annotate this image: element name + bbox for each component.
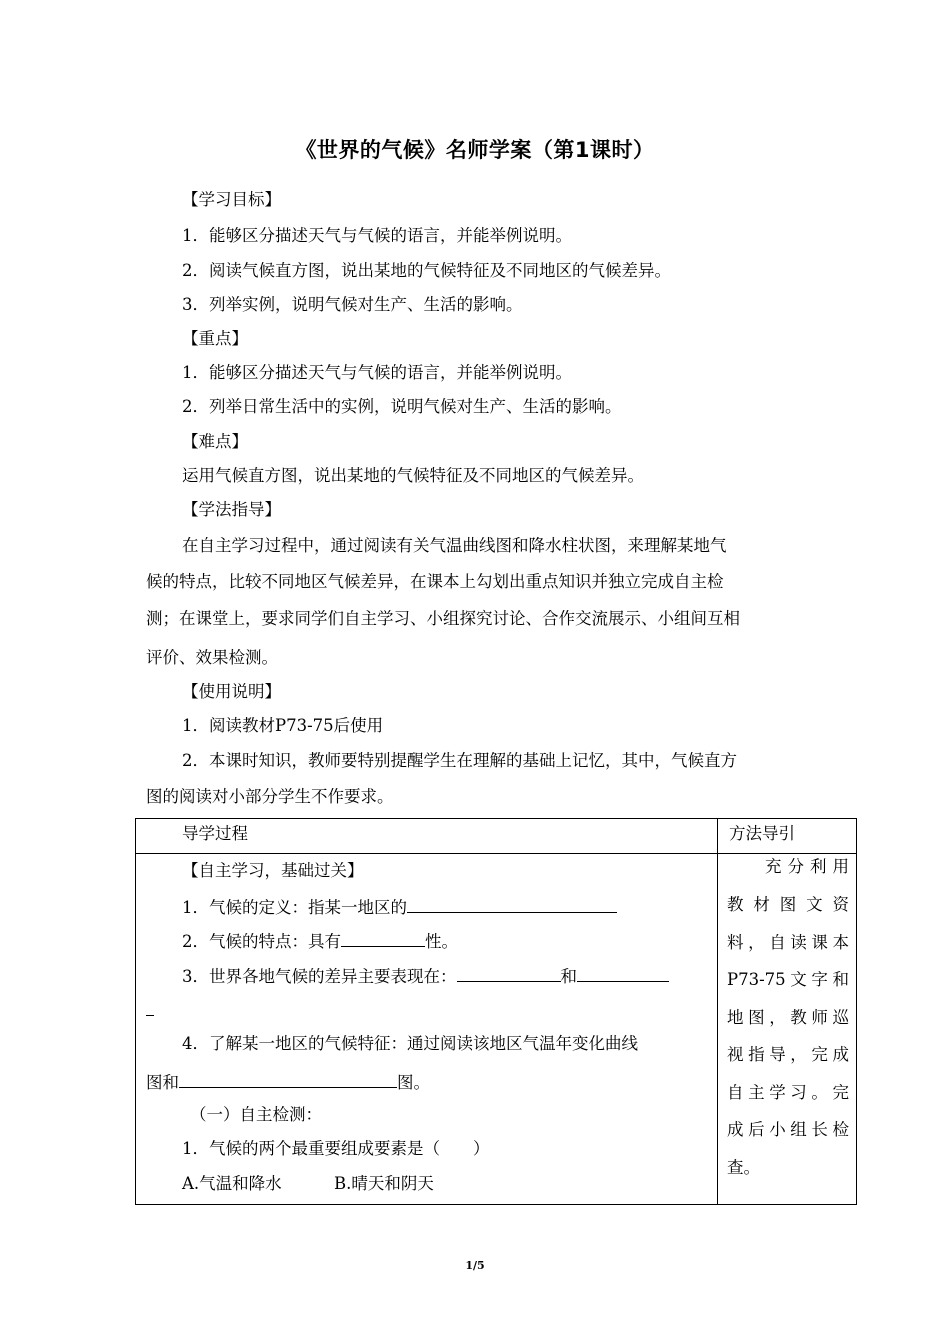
method-paragraph-line: 在自主学习过程中，通过阅读有关气温曲线图和降水柱状图，来理解某地气 <box>182 536 727 555</box>
page-number: 1/5 <box>465 1259 485 1272</box>
question-1 <box>182 895 617 918</box>
objective-item: 3．列举实例，说明气候对生产、生活的影响。 <box>182 295 523 314</box>
guide-line: 地图，教师巡 <box>727 1008 849 1027</box>
guide-line: P73-75文字和 <box>727 970 849 989</box>
guide-line: 料，自读课本 <box>727 933 849 952</box>
guide-line: 查。 <box>727 1158 760 1177</box>
question-4: 4．了解某一地区的气候特征：通过阅读该地区气温年变化曲线 <box>182 1034 638 1053</box>
section-heading: 【自主学习，基础过关】 <box>182 861 364 880</box>
answer-blank[interactable] <box>146 998 154 1016</box>
key-points-heading: 【重点】 <box>182 329 248 348</box>
mc-question-1: 1．气候的两个最重要组成要素是（ ） <box>182 1139 490 1158</box>
answer-blank[interactable] <box>577 964 669 982</box>
answer-blank[interactable] <box>341 929 425 947</box>
question-3-text: 3．世界各地气候的差异主要表现在： <box>182 967 457 986</box>
answer-blank[interactable] <box>179 1070 397 1088</box>
question-3-blank-continuation <box>146 998 154 1021</box>
guide-line: 视指导，完成 <box>727 1045 849 1064</box>
question-4-continuation <box>146 1070 430 1093</box>
question-2-suffix: 性。 <box>425 932 458 951</box>
guide-line: 教材图文资 <box>727 895 849 914</box>
answer-blank[interactable] <box>407 895 617 913</box>
mc-option-b: B.晴天和阴天 <box>334 1174 434 1193</box>
question-2 <box>182 929 458 952</box>
question-4-text: 图和 <box>146 1073 179 1092</box>
table-header-method: 方法导引 <box>729 824 795 843</box>
key-point-item: 1．能够区分描述天气与气候的语言，并能举例说明。 <box>182 363 572 382</box>
question-1-text: 1．气候的定义：指某一地区的 <box>182 898 407 917</box>
objective-item: 2．阅读气候直方图，说出某地的气候特征及不同地区的气候差异。 <box>182 261 671 280</box>
difficulty-text: 运用气候直方图，说出某地的气候特征及不同地区的气候差异。 <box>182 466 644 485</box>
objective-item: 1．能够区分描述天气与气候的语言，并能举例说明。 <box>182 226 572 245</box>
guide-line: 充分利用 <box>765 857 849 876</box>
difficulty-heading: 【难点】 <box>182 432 248 451</box>
answer-blank[interactable] <box>457 964 561 982</box>
question-3 <box>182 964 669 987</box>
guide-line: 自主学习。完 <box>727 1083 849 1102</box>
question-3-and: 和 <box>560 967 577 986</box>
usage-item: 2．本课时知识，教师要特别提醒学生在理解的基础上记忆，其中，气候直方 <box>182 751 737 770</box>
guide-line: 成后小组长检 <box>727 1120 849 1139</box>
mc-option-a: A.气温和降水 <box>182 1174 282 1193</box>
table-header-divider <box>135 853 857 854</box>
self-check-heading: （一）自主检测： <box>190 1105 322 1124</box>
table-header-process: 导学过程 <box>182 824 248 843</box>
usage-item: 1．阅读教材P73-75后使用 <box>182 716 384 735</box>
table-column-divider <box>717 818 718 1205</box>
key-point-item: 2．列举日常生活中的实例，说明气候对生产、生活的影响。 <box>182 397 622 416</box>
method-paragraph-line: 测；在课堂上，要求同学们自主学习、小组探究讨论、合作交流展示、小组间互相 <box>146 609 740 628</box>
usage-item-continuation: 图的阅读对小部分学生不作要求。 <box>146 787 394 806</box>
question-2-text: 2．气候的特点：具有 <box>182 932 341 951</box>
document-title: 《世界的气候》名师学案（第1课时） <box>295 138 655 162</box>
question-4-suffix: 图。 <box>397 1073 430 1092</box>
usage-heading: 【使用说明】 <box>182 682 281 701</box>
method-paragraph-line: 候的特点，比较不同地区气候差异，在课本上勾划出重点知识并独立完成自主检 <box>146 572 724 591</box>
method-paragraph-line: 评价、效果检测。 <box>146 648 278 667</box>
objectives-heading: 【学习目标】 <box>182 190 281 209</box>
method-heading: 【学法指导】 <box>182 500 281 519</box>
